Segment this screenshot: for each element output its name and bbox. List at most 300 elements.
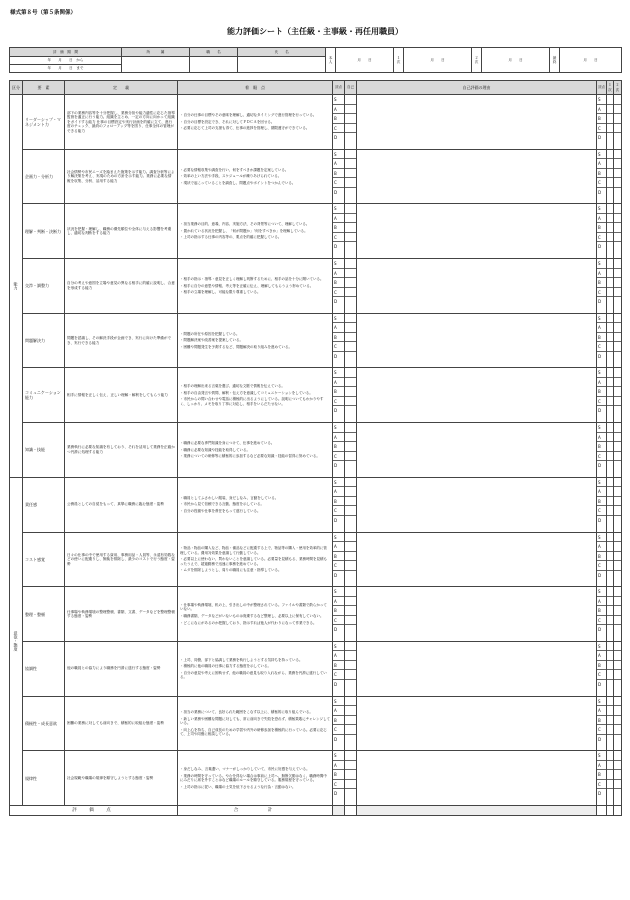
grade-option: B (333, 770, 344, 780)
grade-scale (333, 204, 345, 259)
grade-scale (333, 641, 345, 696)
grade-option: C (333, 178, 344, 188)
grade-option: A (333, 269, 344, 279)
grade-option: D (334, 791, 338, 797)
observation-point: ・担当の業務について、良好られた範囲をこなす以上に、積極的に取り組んでいる。 (180, 710, 313, 715)
grade-scale (333, 532, 345, 587)
element-definition: 問題を認識し、その解決手段が企画でき、実行に向けた準備ができ、実行できる能力 (65, 313, 178, 368)
grade-option: D (598, 681, 602, 687)
evaluation-row (10, 423, 622, 478)
self-score-cell[interactable] (345, 204, 357, 259)
col-first: １次 (607, 81, 614, 95)
observation-points (178, 696, 333, 751)
grade-option: D (334, 299, 338, 305)
observation-points (178, 149, 333, 204)
self-reason-field[interactable] (357, 204, 597, 259)
grade-option: S (333, 259, 344, 269)
grade-option: D (598, 517, 602, 523)
grade-option: A (333, 323, 344, 333)
element-name: 問題解決力 (23, 313, 65, 368)
grade-scale (597, 204, 607, 259)
observation-point: ・必要以上に使わない、買わないことを意識している。必要量を見積もる、業務時間を見積もったうえで、超過勤務で迅速に事務を進めている。 (180, 557, 327, 566)
grade-option: B (333, 333, 344, 343)
grade-option: B (333, 169, 344, 179)
grade-option: A (333, 706, 344, 716)
grade-option: D (334, 517, 338, 523)
name-field[interactable] (238, 57, 326, 73)
grade-scale (333, 368, 345, 423)
total-score-cell[interactable] (333, 805, 345, 815)
self-score-cell[interactable] (345, 259, 357, 314)
observation-points (178, 204, 333, 259)
grade-option: A (333, 433, 344, 443)
grade-scale (333, 313, 345, 368)
grade-option: A (597, 269, 606, 279)
grade-option: S (333, 751, 344, 761)
grade-option: D (334, 572, 338, 578)
grade-option: S (333, 587, 344, 597)
total-self-cell[interactable] (345, 805, 357, 815)
period-from[interactable]: 年 月 日 から (10, 57, 122, 65)
element-name: コスト感覚 (23, 532, 65, 587)
self-score-cell[interactable] (345, 477, 357, 532)
grade-option: S (333, 533, 344, 543)
second-score-cell[interactable] (614, 696, 622, 751)
grade-option: B (333, 442, 344, 452)
grade-option: S (333, 642, 344, 652)
grade-option: S (597, 259, 606, 269)
col-points: 着 眼 点 (178, 81, 333, 95)
grade-option: B (597, 223, 606, 233)
self-score-cell[interactable] (345, 95, 357, 150)
grade-option: C (333, 725, 344, 735)
first-score-cell[interactable] (607, 641, 614, 696)
self-score-cell[interactable] (345, 368, 357, 423)
observation-point: ・市民から見て信頼できる言動、態度を示している。 (180, 502, 264, 507)
element-definition: 自分の考えや意図を立場や意見の異なる相手に的確に説明し、合意を形成する能力 (65, 259, 178, 314)
first-score-cell[interactable] (607, 477, 614, 532)
category-label: 意欲・態度 (10, 477, 23, 805)
observation-point: ・必要な情報収集や調査を行い、何をすべきか課題を定案している。 (180, 167, 289, 172)
grade-option: C (333, 342, 344, 352)
observation-point: ・相手の指示・指導・意見を正しく理解し判断するために、相手の話を十分に聞いている。 (180, 277, 324, 282)
element-name: 交渉・調整力 (23, 259, 65, 314)
col-second: ２次 (614, 81, 622, 95)
grade-option: D (598, 244, 602, 250)
element-definition: 社会情勢や市民ニーズを踏まえた施策を示す能力。調査分析等により解決策を考え、実現のための方針を示す能力。業務に必要な情報を収集、分析、活用する能力 (65, 149, 178, 204)
observation-point: ・職務に必要な専門知識を身につけて、仕事を進めている。 (180, 441, 275, 446)
first-label: １次 (394, 48, 404, 73)
grade-option: C (597, 506, 606, 516)
grade-option: C (597, 124, 606, 134)
grade-scale (333, 259, 345, 314)
grade-option: S (597, 423, 606, 433)
grade-option: A (597, 597, 606, 607)
grade-scale (597, 95, 607, 150)
grade-option: D (334, 135, 338, 140)
grade-option: B (597, 661, 606, 671)
form-number: 様式第８号（第５条関係） (10, 10, 77, 16)
element-name: 知識・技能 (23, 423, 65, 478)
grade-option: B (597, 442, 606, 452)
observation-point: ・業務の時間を守っている。やむを得ない場合は事前に上司へ、無断欠勤はなく、職務時間中にみだりに席を外すことはなど職場のルールを順守している。服務規程を守っている。 (180, 773, 327, 783)
element-definition: 他の職員との協力により職務を円滑に遂行する態度・姿勢 (65, 641, 178, 696)
evaluation-row (10, 204, 622, 259)
grade-option: D (334, 244, 338, 250)
second-score-cell[interactable] (614, 587, 622, 642)
grade-option: A (597, 433, 606, 443)
grade-option: S (597, 150, 606, 160)
observation-point: ・相手に自分の意思や情報、考え等を正確に伝え、理解してもらうよう努めている。 (180, 283, 314, 288)
grade-option: C (333, 124, 344, 134)
grade-scale (597, 696, 607, 751)
grade-option: B (597, 114, 606, 124)
grade-option: D (334, 189, 338, 195)
grade-option: C (333, 780, 344, 790)
element-name: 積極性・成長意欲 (23, 696, 65, 751)
observation-point: ・問題の所在や原因を把握している。 (180, 331, 240, 336)
grade-option: S (597, 204, 606, 214)
grade-option: D (334, 408, 338, 414)
total-first-cell[interactable] (607, 805, 614, 815)
grade-option: S (597, 314, 606, 324)
grade-option: B (333, 114, 344, 124)
evaluation-row (10, 259, 622, 314)
grade-option: C (597, 233, 606, 243)
observation-points (178, 259, 333, 314)
second-label: ２次 (472, 48, 482, 73)
observation-point: ・自分の役割や仕事を責任をもって遂行している。 (180, 508, 261, 513)
evaluation-row (10, 95, 622, 150)
observation-point: ・職員としてふさわしい服装、身だしなみ、言動をしている。 (180, 495, 279, 500)
grade-option: D (598, 791, 602, 797)
self-reason-field[interactable] (357, 149, 597, 204)
grade-scale (597, 641, 607, 696)
element-name: 責任感 (23, 477, 65, 532)
observation-point: ・市民からの問い合わせや電話に積極的に出るようにしている。説明についてもわかりやすく、しっかり、メモを取り丁寧に対応し、相手をいらだたせない。 (180, 397, 324, 406)
total-score-2-cell[interactable] (597, 805, 607, 815)
self-reason-field[interactable] (357, 259, 597, 314)
evaluation-row (10, 751, 622, 806)
second-score-cell[interactable] (614, 477, 622, 532)
self-reason-field[interactable] (357, 477, 597, 532)
observation-points (178, 641, 333, 696)
first-score-cell[interactable] (607, 149, 614, 204)
grade-scale (597, 532, 607, 587)
observation-points (178, 313, 333, 368)
observation-point: ・上司の指示に従い、職場の士気を低下させるような行為・言動はない。 (180, 784, 296, 789)
grade-option: B (597, 333, 606, 343)
grade-option: B (333, 497, 344, 507)
total-reason-cell (357, 805, 597, 815)
department-label: 所 属 (122, 48, 190, 57)
observation-point: ・身だしなみ、言葉遣い、マナーがしっかりしていて、市民に好感を与えている。 (180, 767, 310, 771)
department-field[interactable] (122, 57, 190, 73)
grade-option: B (333, 223, 344, 233)
grade-option: D (334, 353, 338, 359)
grade-option: C (597, 342, 606, 352)
grade-option: S (597, 642, 606, 652)
col-score: 評点 (333, 81, 345, 95)
first-score-cell[interactable] (607, 204, 614, 259)
observation-point: ・職務書類、データなどがいないものは廃棄するなど整理し、必要以上に保有していない。 (180, 614, 324, 619)
grade-option: B (333, 278, 344, 288)
observation-point: ・向上心を持ち、自己成長のための学習や内外の研修参加を積極的に行っている。必要に応じて、上司や同僚に相談している。 (180, 727, 327, 737)
first-score-cell[interactable] (607, 696, 614, 751)
grade-option: C (597, 397, 606, 407)
grade-scale (597, 313, 607, 368)
second-score-cell[interactable] (614, 641, 622, 696)
observation-points (178, 532, 333, 587)
grade-option: D (334, 681, 338, 687)
observation-point: ・相手の立場を理解し、可能な限り尊重している。 (180, 290, 261, 295)
self-score-cell[interactable] (345, 587, 357, 642)
self-reason-field[interactable] (357, 368, 597, 423)
self-reason-field[interactable] (357, 751, 597, 806)
self-score-cell[interactable] (345, 149, 357, 204)
grade-scale (597, 368, 607, 423)
grade-option: D (598, 572, 602, 578)
self-score-cell[interactable] (345, 696, 357, 751)
grade-option: B (597, 770, 606, 780)
observation-point: ・置かれている状況を把握し、「何が問題か」「何をすべきか」を理解している。 (180, 228, 308, 233)
grade-option: D (334, 463, 338, 469)
first-score-cell[interactable] (607, 751, 614, 806)
first-score-cell[interactable] (607, 368, 614, 423)
element-definition: 状況を把握・理解し、職務の優先順位や全体に与える影響を考慮し、適切な判断をする能力 (65, 204, 178, 259)
grade-option: A (597, 159, 606, 169)
grade-option: D (334, 736, 338, 742)
final-date-field[interactable]: 月 日 (560, 48, 622, 73)
grade-option: S (597, 697, 606, 707)
position-field[interactable] (190, 57, 238, 73)
grade-option: S (333, 204, 344, 214)
self-reason-field[interactable] (357, 95, 597, 150)
evaluation-row (10, 532, 622, 587)
grade-scale (333, 587, 345, 642)
second-score-cell[interactable] (614, 259, 622, 314)
observation-point: ・仕事場や執務環境、机の上、引き出しの中が整理されている。ファイルや書類で散らかっていない。 (180, 602, 327, 612)
second-score-cell[interactable] (614, 368, 622, 423)
grade-option: A (597, 651, 606, 661)
grade-option: C (597, 725, 606, 735)
element-definition: 公務員としての自覚をもって、真摯に職務に臨む態度・姿勢 (65, 477, 178, 532)
element-definition: 業務執行に必要な知識を有しており、それを活用して業務を正確かつ円滑に処理する能力 (65, 423, 178, 478)
evaluation-row (10, 149, 622, 204)
grade-option: B (597, 497, 606, 507)
grade-scale (597, 751, 607, 806)
grade-scale (333, 423, 345, 478)
grade-option: A (597, 761, 606, 771)
grade-option: A (333, 651, 344, 661)
grade-option: D (598, 135, 602, 140)
self-score-cell[interactable] (345, 641, 357, 696)
element-name: 理解・判断・決断力 (23, 204, 65, 259)
first-score-cell[interactable] (607, 259, 614, 314)
second-score-cell[interactable] (614, 95, 622, 150)
grade-option: A (333, 214, 344, 224)
grade-option: S (333, 95, 344, 105)
observation-point: ・ムダを排除しようとし、周りの職員にも注意・指導している。 (180, 568, 282, 573)
self-score-cell[interactable] (345, 751, 357, 806)
observation-point: ・職務に必要な知識や技能を取得している。 (180, 447, 250, 452)
grade-option: C (333, 397, 344, 407)
category-label: 能力 (10, 95, 23, 478)
grade-option: C (333, 233, 344, 243)
observation-point: ・積極的に他の職員の仕事に協力する態度を示している。 (180, 664, 271, 669)
first-score-cell[interactable] (607, 423, 614, 478)
grade-option: C (333, 616, 344, 626)
grade-option: S (333, 314, 344, 324)
grade-scale (333, 751, 345, 806)
observation-point: ・上司、同僚、部下と協調して業務を執行しようとする気持ちを持っている。 (180, 657, 303, 662)
element-name: 規律性 (23, 751, 65, 806)
grade-scale (597, 587, 607, 642)
col-element: 要 素 (23, 81, 65, 95)
element-name: 整理・整頓 (23, 587, 65, 642)
observation-point: ・困難や問題発生を予測するなど、問題解決の取り組みを進めている。 (180, 344, 292, 349)
grade-scale (333, 477, 345, 532)
second-date-field[interactable]: 月 日 (482, 48, 550, 73)
name-label: 氏 名 (238, 48, 326, 57)
grade-option: C (597, 780, 606, 790)
grade-option: C (597, 670, 606, 680)
first-score-cell[interactable] (607, 313, 614, 368)
period-label: 評 価 期 間 (10, 48, 122, 57)
first-date-field[interactable]: 月 日 (404, 48, 472, 73)
grade-option: C (333, 670, 344, 680)
grade-option: S (333, 697, 344, 707)
score-label: 評 価 点 (10, 805, 178, 815)
self-date-field[interactable]: 月 日 (336, 48, 394, 73)
observation-point: ・問題解決案や改善案を提案している。 (180, 338, 243, 343)
self-reason-field[interactable] (357, 313, 597, 368)
observation-point: ・効率の上い方法や手段、スケジュールが練りあげられている。 (180, 174, 282, 179)
second-score-cell[interactable] (614, 149, 622, 204)
final-label: 最終 (550, 48, 560, 73)
grade-option: A (597, 214, 606, 224)
grade-option: A (597, 378, 606, 388)
grade-option: B (333, 606, 344, 616)
observation-points (178, 751, 333, 806)
second-score-cell[interactable] (614, 751, 622, 806)
grade-option: D (598, 736, 602, 742)
second-score-cell[interactable] (614, 423, 622, 478)
grade-option: A (333, 105, 344, 115)
second-score-cell[interactable] (614, 313, 622, 368)
observation-point: ・上司の指示する仕事の内容等の、要点を的確に把握している。 (180, 235, 282, 240)
grade-option: B (597, 387, 606, 397)
grade-option: C (333, 288, 344, 298)
grade-option: D (598, 463, 602, 469)
self-reason-field[interactable] (357, 423, 597, 478)
observation-points (178, 477, 333, 532)
col-category: 区分 (10, 81, 23, 95)
evaluation-row (10, 313, 622, 368)
grade-option: S (597, 533, 606, 543)
observation-point: ・相手の自由発言や質問、解釈・伝え方を意識してコミュニケーションをしている。 (180, 390, 313, 395)
observation-point: ・現状で起こっていることを調査し、問題点やポイントをつかんでいる。 (180, 180, 296, 185)
observation-points (178, 368, 333, 423)
self-score-cell[interactable] (345, 532, 357, 587)
grade-scale (333, 696, 345, 751)
grade-option: C (597, 616, 606, 626)
observation-point: ・業務についての研修等に積極的に参加するなど必要な知識・技能の習得に努めている。 (180, 454, 320, 459)
grade-option: A (597, 706, 606, 716)
grade-option: D (598, 353, 602, 359)
element-name: 企画力・分析力 (23, 149, 65, 204)
grade-scale (597, 423, 607, 478)
first-score-cell[interactable] (607, 587, 614, 642)
first-score-cell[interactable] (607, 95, 614, 150)
evaluation-row (10, 477, 622, 532)
page-title: 能力評価シート（主任級・主事級・再任用職員） (227, 26, 403, 36)
evaluation-row (10, 696, 622, 751)
observation-point: ・どこになにがあるのか把握しており、指示すれば他人が代わりになって作業できる。 (180, 620, 317, 625)
grade-option: B (597, 716, 606, 726)
evaluation-row (10, 587, 622, 642)
self-reason-field[interactable] (357, 696, 597, 751)
element-definition: 部下の業務内容等を十分把握し、業務分担や能力適性に応じた指導監督を適正に行う能力。組織を主とめ、一定の方向に向かって組織をガイドする能力 仕事の目標設定や実行計画を的確に立て、進行度のチェック、最終のフォローアップ等を図り、仕事全体の管理ができる能力 (65, 95, 178, 150)
grade-option: C (597, 178, 606, 188)
grade-option: A (333, 597, 344, 607)
grade-option: A (597, 487, 606, 497)
grade-option: D (598, 189, 602, 195)
element-definition: 相手に情報を正しく伝え、正しい理解・解釈をしてもらう能力 (65, 368, 178, 423)
second-score-cell[interactable] (614, 532, 622, 587)
grade-scale (597, 259, 607, 314)
grade-option: D (598, 299, 602, 305)
grade-scale (333, 149, 345, 204)
period-to[interactable]: 年 月 日 まで (10, 65, 122, 73)
self-score-cell[interactable] (345, 423, 357, 478)
element-definition: 困難の業務に対しても前向きで、積極的に取組む態度・姿勢 (65, 696, 178, 751)
position-label: 職 名 (190, 48, 238, 57)
self-reason-field[interactable] (357, 532, 597, 587)
first-score-cell[interactable] (607, 532, 614, 587)
grade-option: A (333, 378, 344, 388)
grade-scale (333, 95, 345, 150)
total-second-cell[interactable] (614, 805, 622, 815)
grade-option: A (597, 105, 606, 115)
observation-point: ・自分の目標を設定でき、それに対してＰＤＣＡを回せる。 (180, 119, 275, 124)
observation-point: ・相手の理解出来る言葉を選び、適切な文脈で情報を伝えている。 (180, 384, 285, 389)
total-label: 合 計 (178, 805, 333, 815)
grade-option: D (598, 408, 602, 414)
grade-option: A (333, 487, 344, 497)
second-score-cell[interactable] (614, 204, 622, 259)
observation-point: ・必要に応じて上司の支援も得て、仕事の進捗を管理し、期限遵守ができている。 (180, 126, 310, 131)
total-row (10, 805, 622, 815)
col-definition: 定 義 (65, 81, 178, 95)
grade-option: B (597, 169, 606, 179)
grade-option: S (597, 587, 606, 597)
observation-point: ・自分の意見や考えに固執せず、他の職員の意見も取り入れながら、業務を円滑に遂行している。 (180, 670, 327, 680)
element-definition: 仕事場や執務環境の整理整頓、書類、文書、データなどを整理整頓する態度・姿勢 (65, 587, 178, 642)
grade-option: A (333, 159, 344, 169)
self-reason-field[interactable] (357, 641, 597, 696)
grade-option: C (333, 561, 344, 571)
observation-point: ・物品・物品の購入など、物品・備品などに配慮する上で、物品等の購入・使用を効率的に管理している。費用対効果を意識して行動している。 (180, 545, 327, 555)
grade-option: A (333, 761, 344, 771)
self-reason-field[interactable] (357, 587, 597, 642)
self-label: 本人 (326, 48, 336, 73)
grade-option: B (597, 278, 606, 288)
element-name: リーダーシップ・マネジメント力 (23, 95, 65, 150)
grade-option: C (333, 506, 344, 516)
self-score-cell[interactable] (345, 313, 357, 368)
grade-option: C (597, 288, 606, 298)
